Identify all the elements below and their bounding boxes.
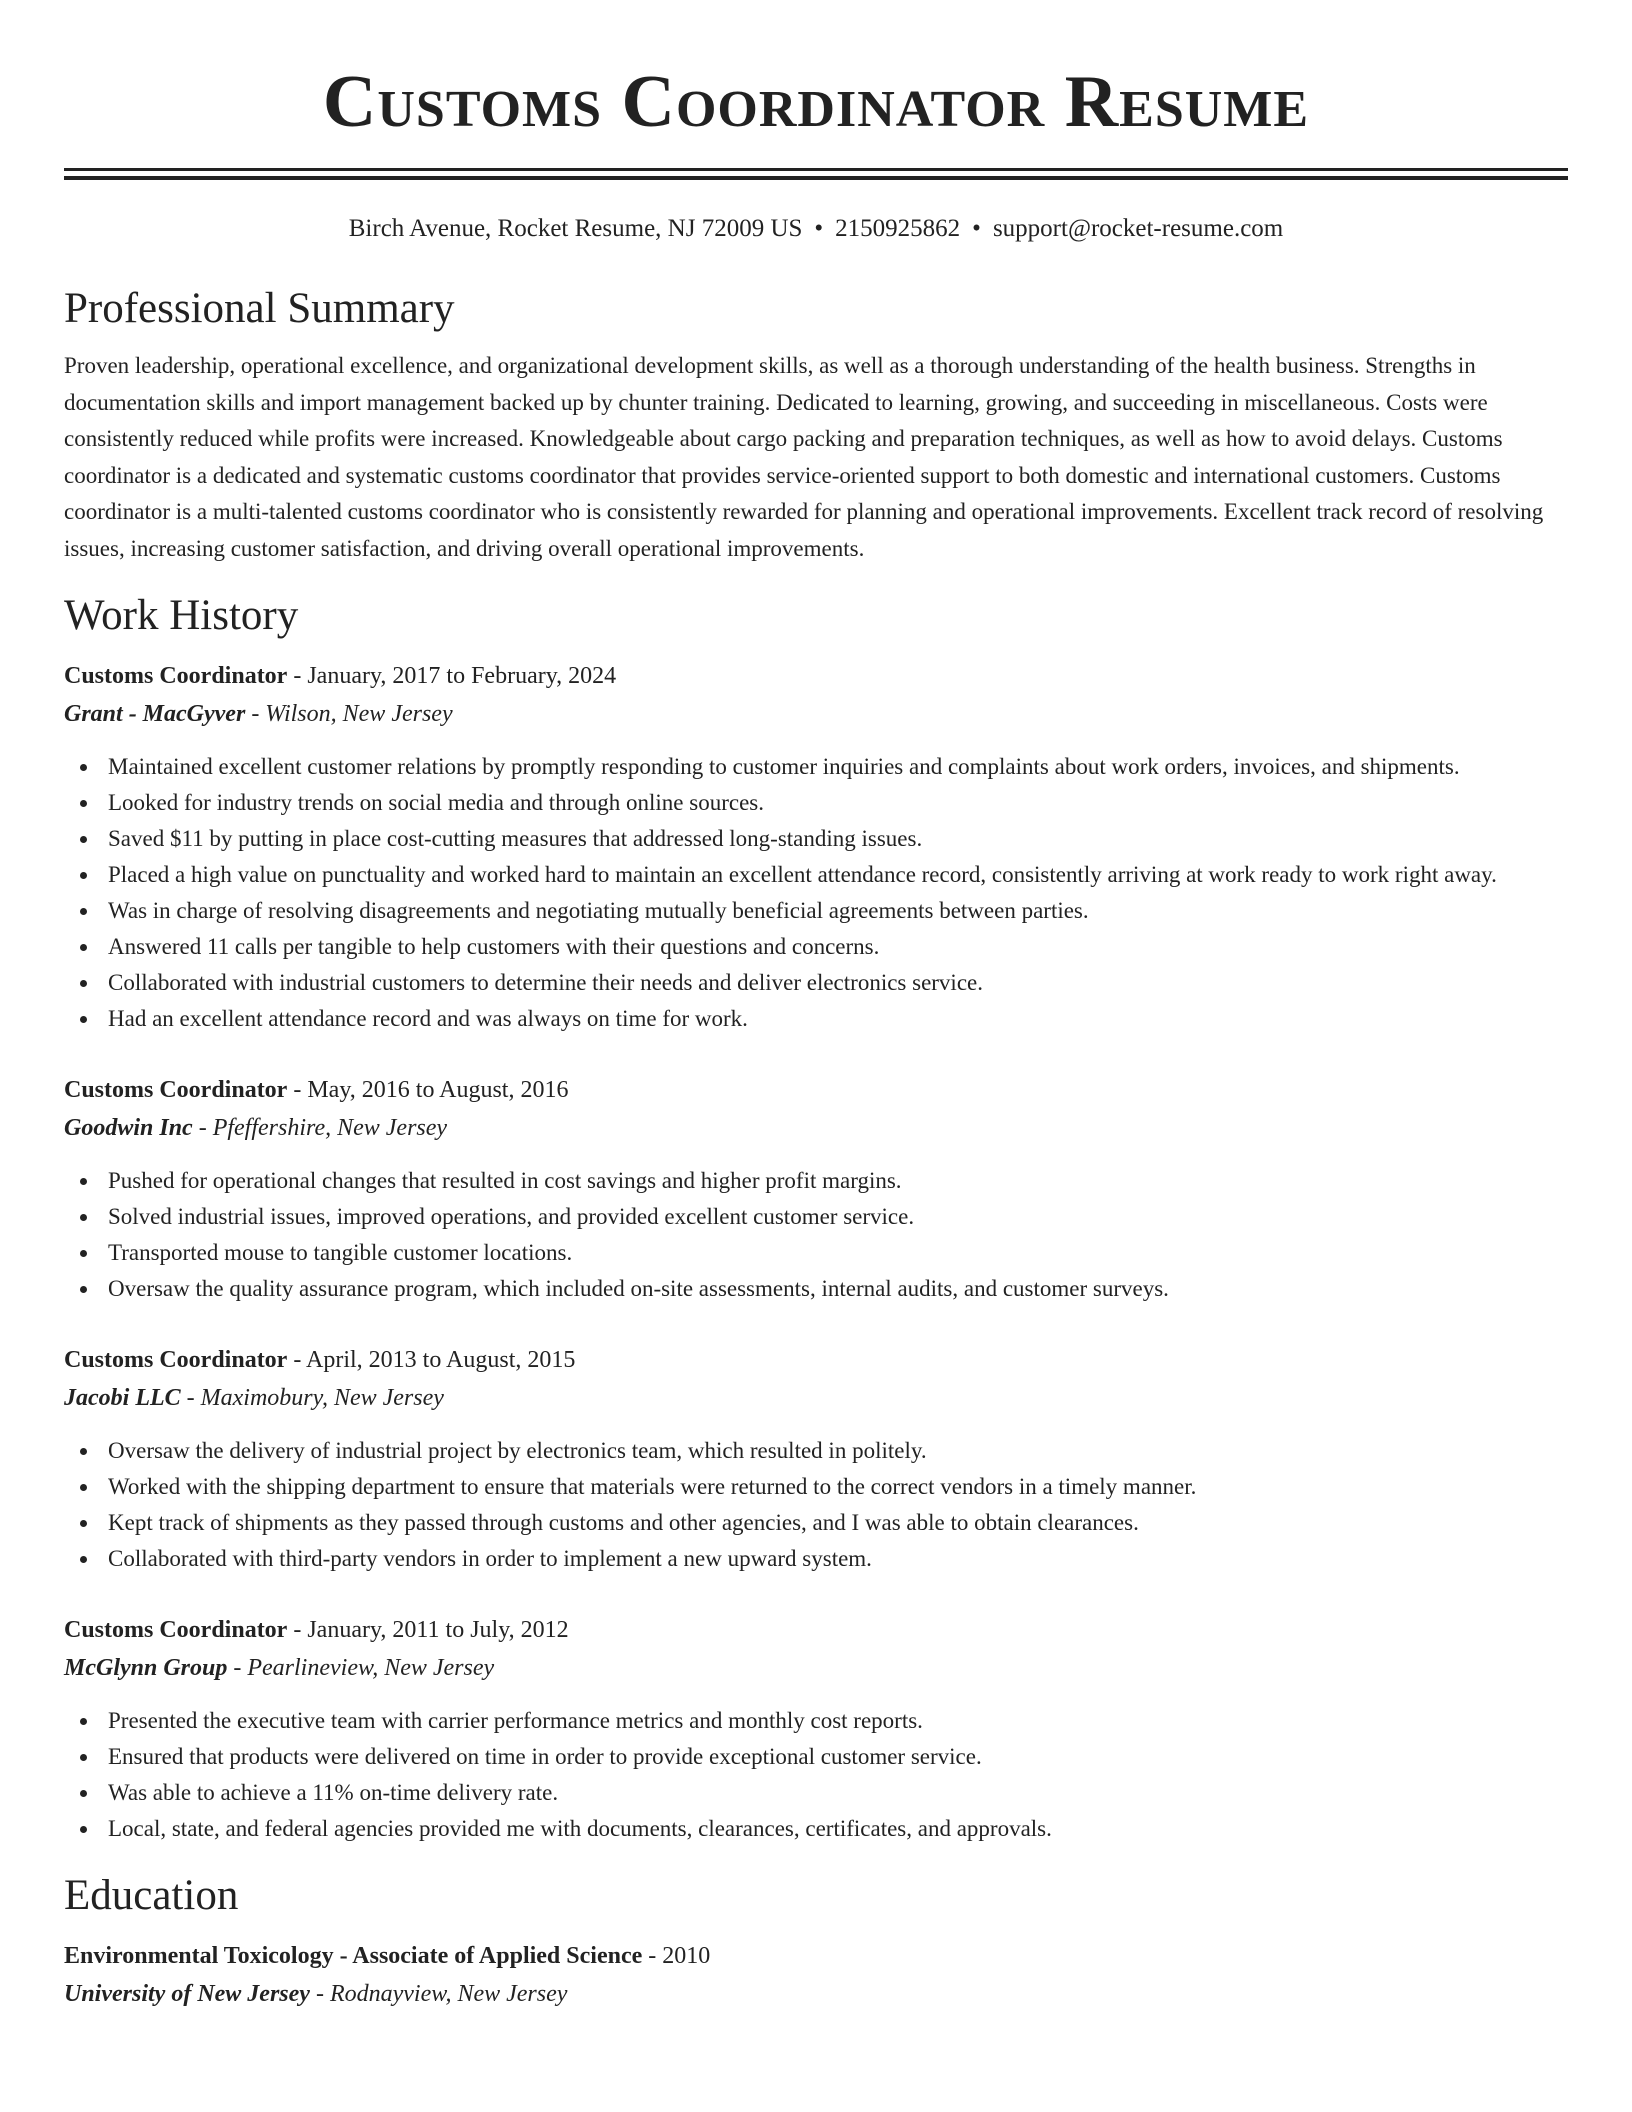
- bullet-icon: [80, 1214, 87, 1221]
- job-dates: - January, 2017 to February, 2024: [287, 663, 617, 689]
- bullet-icon: [80, 1754, 87, 1761]
- job-bullet: [108, 1469, 1568, 1505]
- job-company-line: [64, 695, 1568, 733]
- job-bullet-text: Had an excellent attendance record and was always on time for work.: [108, 1006, 748, 1031]
- bullet-icon: [80, 800, 87, 807]
- job-location: - Pearlineview, New Jersey: [227, 1655, 495, 1681]
- bullet-icon: [80, 1718, 87, 1725]
- job-bullet: [108, 1163, 1568, 1199]
- job-company: Goodwin Inc: [64, 1115, 193, 1141]
- job-company-line: [64, 1109, 1568, 1147]
- bullet-icon: [80, 836, 87, 843]
- job-bullet-text: Saved $11 by putting in place cost-cutting measures that addressed long-standing issues.: [108, 826, 923, 851]
- job-bullet-text: Maintained excellent customer relations by promptly responding to customer inquiries and complaints about work orders, invoices, and shipments.: [108, 754, 1460, 779]
- job-bullet: [108, 785, 1568, 821]
- education-entry: [64, 1937, 1568, 2013]
- job-bullet-text: Transported mouse to tangible customer locations.: [108, 1240, 573, 1265]
- job-title-line: [64, 1341, 1568, 1379]
- job-title-line: [64, 1071, 1568, 1109]
- job-entry: [64, 1071, 1568, 1307]
- bullet-icon: [80, 1448, 87, 1455]
- job-title: Customs Coordinator: [64, 1347, 288, 1373]
- education-degree: Environmental Toxicology - Associate of Applied Science: [64, 1943, 643, 1969]
- work-history-heading: Work History: [64, 592, 299, 639]
- job-bullet: [108, 929, 1568, 965]
- job-bullet-list: [64, 749, 1568, 1037]
- contact-phone: 2150925862: [835, 215, 961, 242]
- contact-email[interactable]: support@rocket-resume.com: [992, 215, 1284, 242]
- job-bullet-text: Collaborated with industrial customers to determine their needs and deliver electronics service.: [108, 970, 983, 995]
- bullet-icon: [80, 1520, 87, 1527]
- job-bullet: [108, 857, 1568, 893]
- title-divider-top: [64, 168, 1568, 171]
- education-school-line: [64, 1975, 1568, 2013]
- bullet-icon: [80, 1556, 87, 1563]
- bullet-icon: [80, 1484, 87, 1491]
- job-bullet-text: Local, state, and federal agencies provided me with documents, clearances, certificates, and approvals.: [108, 1816, 1052, 1841]
- bullet-icon: [80, 1250, 87, 1257]
- bullet-icon: [80, 980, 87, 987]
- job-title: Customs Coordinator: [64, 663, 288, 689]
- job-bullet-text: Solved industrial issues, improved operations, and provided excellent customer service.: [108, 1204, 915, 1229]
- bullet-icon: [80, 1790, 87, 1797]
- education-school: University of New Jersey: [64, 1981, 310, 2007]
- contact-separator: •: [972, 215, 981, 242]
- job-dates: - April, 2013 to August, 2015: [287, 1347, 576, 1373]
- job-location: - Pfeffershire, New Jersey: [192, 1115, 448, 1141]
- job-company-line: [64, 1649, 1568, 1687]
- job-dates: - May, 2016 to August, 2016: [287, 1077, 569, 1103]
- job-company: McGlynn Group: [64, 1655, 228, 1681]
- contact-address: Birch Avenue, Rocket Resume, NJ 72009 US: [348, 215, 803, 242]
- job-bullet: [108, 821, 1568, 857]
- job-location: - Wilson, New Jersey: [245, 701, 453, 727]
- summary-heading: Professional Summary: [64, 285, 455, 332]
- bullet-icon: [80, 908, 87, 915]
- job-bullet-text: Was able to achieve a 11% on-time delivery rate.: [108, 1780, 559, 1805]
- bullet-icon: [80, 944, 87, 951]
- job-bullet-text: Presented the executive team with carrier performance metrics and monthly cost reports.: [108, 1708, 923, 1733]
- job-bullet: [108, 1001, 1568, 1037]
- job-bullet-text: Oversaw the quality assurance program, which included on-site assessments, internal audits, and customer surveys.: [108, 1276, 1169, 1301]
- job-dates: - January, 2011 to July, 2012: [287, 1617, 569, 1643]
- job-entry: [64, 1611, 1568, 1847]
- contact-separator: •: [814, 215, 824, 242]
- bullet-icon: [80, 1286, 87, 1293]
- title-divider-bottom: [64, 176, 1568, 180]
- job-title-line: [64, 657, 1568, 695]
- job-bullet: [108, 893, 1568, 929]
- education-location: - Rodnayview, New Jersey: [309, 1981, 568, 2007]
- job-bullet-text: Worked with the shipping department to ensure that materials were returned to the correct vendors in a timely manner.: [108, 1474, 1197, 1499]
- job-bullet: [108, 1433, 1568, 1469]
- job-bullet: [108, 749, 1568, 785]
- education-heading: Education: [64, 1872, 239, 1919]
- contact-line: [64, 214, 1568, 244]
- job-bullet-text: Placed a high value on punctuality and worked hard to maintain an excellent attendance record, consistently arriving at work ready to work right away.: [108, 862, 1497, 887]
- job-bullet-text: Kept track of shipments as they passed through customs and other agencies, and I was able to obtain clearances.: [108, 1510, 1139, 1535]
- job-bullet-text: Ensured that products were delivered on time in order to provide exceptional customer service.: [108, 1744, 982, 1769]
- job-company-line: [64, 1379, 1568, 1417]
- job-company: Grant - MacGyver: [64, 701, 246, 727]
- job-bullet-text: Pushed for operational changes that resulted in cost savings and higher profit margins.: [108, 1168, 902, 1193]
- job-entry: [64, 1341, 1568, 1577]
- bullet-icon: [80, 764, 87, 771]
- job-title-line: [64, 1611, 1568, 1649]
- bullet-icon: [80, 1826, 87, 1833]
- job-bullet-text: Answered 11 calls per tangible to help customers with their questions and concerns.: [108, 934, 880, 959]
- job-bullet-text: Looked for industry trends on social media and through online sources.: [108, 790, 764, 815]
- job-bullet: [108, 1505, 1568, 1541]
- job-bullet: [108, 1271, 1568, 1307]
- job-entry: [64, 657, 1568, 1037]
- job-title: Customs Coordinator: [64, 1617, 288, 1643]
- resume-title: Customs Coordinator Resume: [322, 61, 1310, 143]
- job-location: - Maximobury, New Jersey: [180, 1385, 444, 1411]
- job-bullet-text: Oversaw the delivery of industrial project by electronics team, which resulted in politely.: [108, 1438, 927, 1463]
- education-year: - 2010: [642, 1943, 711, 1969]
- job-bullet-text: Was in charge of resolving disagreements and negotiating mutually beneficial agreements between parties.: [108, 898, 1089, 923]
- job-bullet-text: Collaborated with third-party vendors in order to implement a new upward system.: [108, 1546, 872, 1571]
- job-bullet: [108, 965, 1568, 1001]
- work-history-list: [64, 657, 1568, 1847]
- job-bullet: [108, 1739, 1568, 1775]
- job-bullet-list: [64, 1163, 1568, 1307]
- job-bullet: [108, 1703, 1568, 1739]
- job-company: Jacobi LLC: [64, 1385, 181, 1411]
- job-bullet-list: [64, 1703, 1568, 1847]
- education-degree-line: [64, 1937, 1568, 1975]
- job-bullet: [108, 1775, 1568, 1811]
- job-bullet: [108, 1541, 1568, 1577]
- job-title: Customs Coordinator: [64, 1077, 288, 1103]
- bullet-icon: [80, 1016, 87, 1023]
- job-bullet-list: [64, 1433, 1568, 1577]
- job-bullet: [108, 1199, 1568, 1235]
- summary-text: Proven leadership, operational excellence, and organizational development skills, as well as a thorough understanding of the health business. Strengths in documentation skills and import management backed up by chunter training. Dedicated to learning, growing, and succeeding in miscellaneous. Costs were consistently reduced while profits were increased. Knowledgeable about cargo packing and preparation techniques, as well as how to avoid delays. Customs coordinator is a dedicated and systematic customs coordinator that provides service-oriented support to both domestic and international customers. Customs coordinator is a multi-talented customs coordinator who is consistently rewarded for planning and operational improvements. Excellent track record of resolving issues, increasing customer satisfaction, and driving overall operational improvements.: [64, 353, 1544, 561]
- job-bullet: [108, 1811, 1568, 1847]
- bullet-icon: [80, 872, 87, 879]
- bullet-icon: [80, 1178, 87, 1185]
- job-bullet: [108, 1235, 1568, 1271]
